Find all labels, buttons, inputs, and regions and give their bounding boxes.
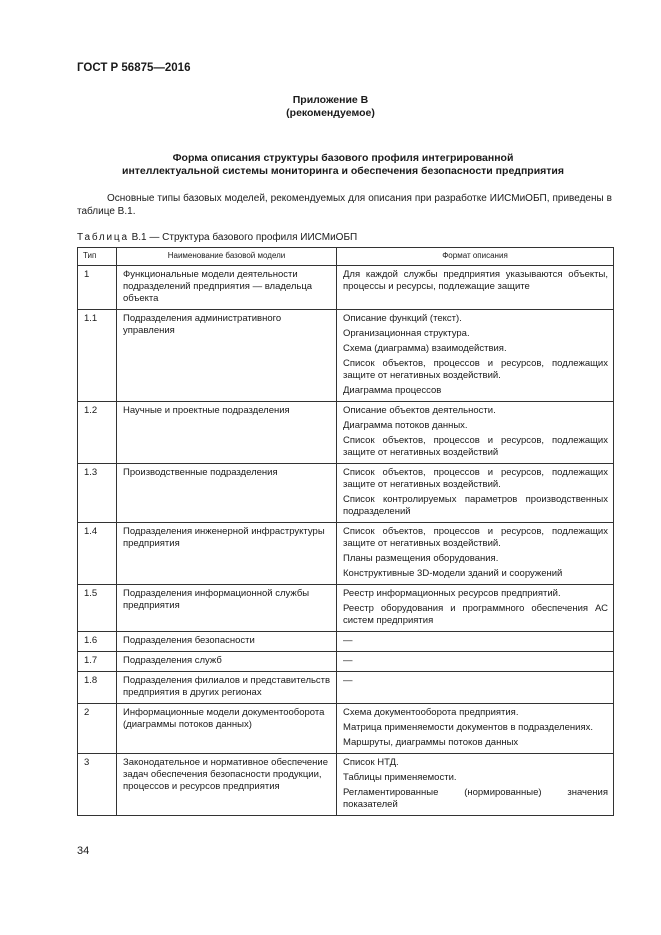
standard-number: ГОСТ Р 56875—2016 (77, 62, 191, 74)
format-line: Для каждой службы предприятия указываются объекты, процессы и ресурсы, подлежащие защите (343, 269, 608, 292)
row-format (337, 402, 614, 464)
format-line: — (343, 635, 353, 646)
table-row (78, 523, 614, 585)
row-format (337, 310, 614, 402)
page-number: 34 (77, 845, 90, 857)
header-name: Наименование базовой модели (117, 248, 337, 266)
table-row (78, 585, 614, 632)
format-line: Конструктивные 3D-модели зданий и сооружений (343, 568, 563, 579)
row-model-name: Подразделения административного управления (117, 310, 337, 402)
row-model-name: Подразделения информационной службы предприятия (117, 585, 337, 632)
row-format (337, 704, 614, 754)
format-line: Схема документооборота предприятия. (343, 707, 519, 718)
row-type: 1.3 (78, 464, 117, 523)
table-row (78, 464, 614, 523)
row-format (337, 523, 614, 585)
format-line: Описание функций (текст). (343, 313, 462, 324)
table-row (78, 672, 614, 704)
format-line: Диаграмма процессов (343, 385, 442, 396)
appendix-status: (рекомендуемое) (286, 107, 375, 119)
row-type: 1.4 (78, 523, 117, 585)
row-model-name: Подразделения служб (117, 652, 337, 672)
row-type: 1.1 (78, 310, 117, 402)
appendix-heading (0, 94, 661, 120)
row-format (337, 464, 614, 523)
row-model-name: Подразделения филиалов и представительств предприятия в других регионах (117, 672, 337, 704)
row-model-name: Информационные модели документооборота (диаграммы потоков данных) (117, 704, 337, 754)
format-line: Список объектов, процессов и ресурсов, подлежащих защите от негативных воздействий. (343, 526, 608, 549)
format-line: Матрица применяемости документов в подразделениях. (343, 722, 593, 733)
row-type: 3 (78, 754, 117, 816)
row-type: 1 (78, 266, 117, 310)
row-model-name: Законодательное и нормативное обеспечение задач обеспечения безопасности продукции, процессов и ресурсов предприятия (117, 754, 337, 816)
format-line: — (343, 655, 353, 666)
row-type: 2 (78, 704, 117, 754)
format-line: Описание объектов деятельности. (343, 405, 496, 416)
row-format (337, 585, 614, 632)
table-row (78, 704, 614, 754)
row-model-name: Подразделения безопасности (117, 632, 337, 652)
row-format (337, 632, 614, 652)
format-line: Маршруты, диаграммы потоков данных (343, 737, 519, 748)
format-line: Список НТД. (343, 757, 399, 768)
format-line: Схема (диаграмма) взаимодействия. (343, 343, 507, 354)
row-format (337, 652, 614, 672)
format-line: Таблицы применяемости. (343, 772, 457, 783)
table-row (78, 310, 614, 402)
format-line: Список контролируемых параметров производственных подразделений (343, 494, 608, 517)
table-row (78, 652, 614, 672)
row-type: 1.8 (78, 672, 117, 704)
table-header-row (78, 248, 614, 266)
format-line: Список объектов, процессов и ресурсов, подлежащих защите от негативных воздействий (343, 435, 608, 458)
header-format: Формат описания (337, 248, 614, 266)
row-model-name: Научные и проектные подразделения (117, 402, 337, 464)
format-line: Список объектов, процессов и ресурсов, подлежащих защите от негативных воздействий. (343, 358, 608, 381)
table-row (78, 266, 614, 310)
form-title-line1: Форма описания структуры базового профиля интегрированной (172, 152, 514, 164)
form-title-line2: интеллектуальной системы мониторинга и обеспечения безопасности предприятия (121, 165, 565, 177)
row-type: 1.2 (78, 402, 117, 464)
table-caption (77, 232, 357, 243)
row-format (337, 266, 614, 310)
format-line: Список объектов, процессов и ресурсов, подлежащих защите от негативных воздействий. (343, 467, 608, 490)
format-line: Организационная структура. (343, 328, 470, 339)
row-model-name: Подразделения инженерной инфраструктуры предприятия (117, 523, 337, 585)
row-format (337, 672, 614, 704)
intro-paragraph: Основные типы базовых моделей, рекомендуемых для описания при разработке ИИСМиОБП, приведены в таблице В.1. (77, 193, 612, 217)
row-format (337, 754, 614, 816)
form-title (100, 152, 586, 178)
row-type: 1.7 (78, 652, 117, 672)
format-line: Планы размещения оборудования. (343, 553, 499, 564)
header-type: Тип (78, 248, 117, 266)
table-caption-prefix: Таблица (77, 232, 129, 243)
row-type: 1.5 (78, 585, 117, 632)
format-line: Реестр информационных ресурсов предприятий. (343, 588, 561, 599)
table-caption-text: В.1 — Структура базового профиля ИИСМиОБП (128, 232, 358, 243)
row-model-name: Производственные подразделения (117, 464, 337, 523)
table-row (78, 754, 614, 816)
format-line: Регламентированные (нормированные) значения показателей (343, 787, 608, 810)
appendix-title: Приложение В (292, 94, 369, 106)
table-row (78, 632, 614, 652)
table-row (78, 402, 614, 464)
format-line: Реестр оборудования и программного обеспечения АС систем предприятия (343, 603, 608, 626)
base-profile-table (77, 247, 614, 816)
format-line: — (343, 675, 353, 686)
format-line: Диаграмма потоков данных. (343, 420, 468, 431)
row-type: 1.6 (78, 632, 117, 652)
row-model-name: Функциональные модели деятельности подразделений предприятия — владельца объекта (117, 266, 337, 310)
